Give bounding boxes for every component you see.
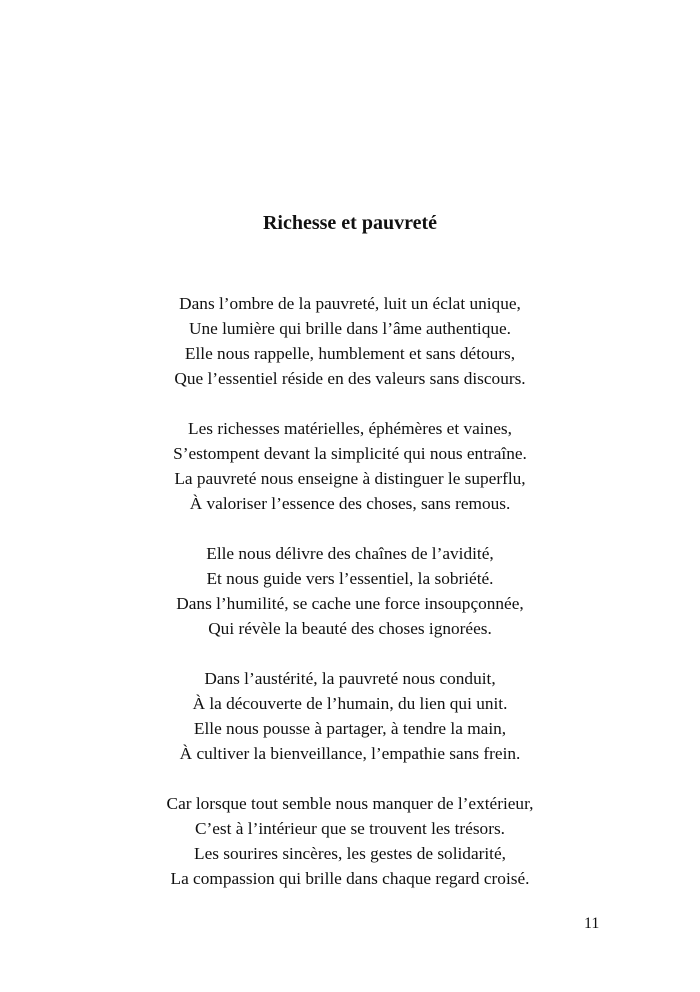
poem-line: Que l’essentiel réside en des valeurs sans discours. <box>174 369 526 388</box>
poem-line: Car lorsque tout semble nous manquer de l’extérieur, <box>166 794 534 813</box>
poem-line: La compassion qui brille dans chaque regard croisé. <box>170 869 530 888</box>
poem-line: Qui révèle la beauté des choses ignorées. <box>208 619 492 638</box>
stanza-4 <box>0 666 700 766</box>
poem-line: Elle nous pousse à partager, à tendre la main, <box>193 719 507 738</box>
poem-line: Dans l’ombre de la pauvreté, luit un éclat unique, <box>179 294 521 313</box>
poem-line: S’estompent devant la simplicité qui nous entraîne. <box>173 444 527 463</box>
poem-line: Elle nous rappelle, humblement et sans détours, <box>184 344 516 363</box>
poem-line: Une lumière qui brille dans l’âme authentique. <box>189 319 511 338</box>
poem-line: Les sourires sincères, les gestes de solidarité, <box>194 844 506 863</box>
page-number: 11 <box>584 915 600 932</box>
stanza-3 <box>0 541 700 641</box>
poem-line: La pauvreté nous enseigne à distinguer le superflu, <box>174 469 526 488</box>
stanza-1 <box>0 291 700 391</box>
stanza-2 <box>0 416 700 516</box>
poem-line: À la découverte de l’humain, du lien qui unit. <box>192 694 508 713</box>
poem-line: À valoriser l’essence des choses, sans remous. <box>189 494 511 513</box>
poem-line: À cultiver la bienveillance, l’empathie sans frein. <box>179 744 521 763</box>
poem-line: Dans l’humilité, se cache une force insoupçonnée, <box>176 594 524 613</box>
page-title: Richesse et pauvreté <box>262 212 438 235</box>
poem-line: Dans l’austérité, la pauvreté nous conduit, <box>204 669 496 688</box>
poem-line: C’est à l’intérieur que se trouvent les trésors. <box>194 819 505 838</box>
poem-line: Et nous guide vers l’essentiel, la sobriété. <box>206 569 494 588</box>
poem-line: Les richesses matérielles, éphémères et vaines, <box>188 419 512 438</box>
poem-line: Elle nous délivre des chaînes de l’avidité, <box>206 544 494 563</box>
poem-body <box>0 291 700 916</box>
stanza-5 <box>0 791 700 891</box>
